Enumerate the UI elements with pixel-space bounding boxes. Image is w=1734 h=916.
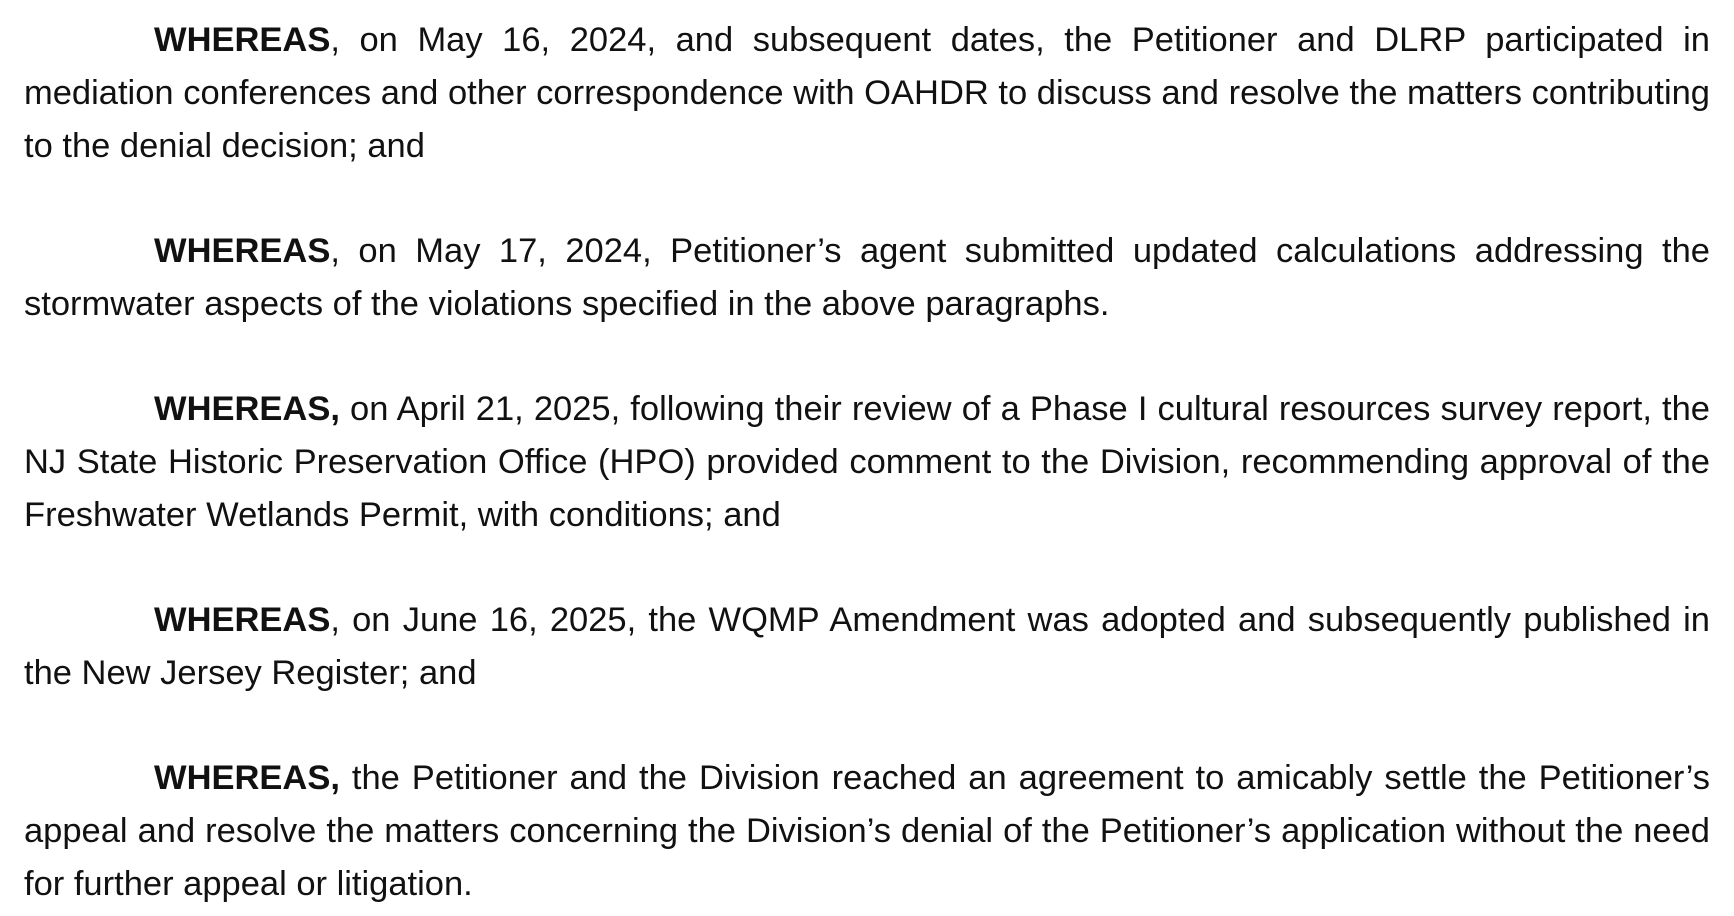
paragraph-text: the Petitioner and the Division reached an agreement to amicably settle the Petitioner’s appeal and resolve the matters concerning the Division’s denial of the Petitioner’s application without the need for further appeal or litigation. xyxy=(24,759,1710,903)
whereas-paragraph-1 xyxy=(24,14,1710,173)
paragraph-text: on April 21, 2025, following their review of a Phase I cultural resources survey report, the NJ State Historic Preservation Office (HPO) provided comment to the Division, recommending approval of the Freshwater Wetlands Permit, with conditions; and xyxy=(24,390,1710,534)
document-page xyxy=(24,14,1710,911)
whereas-lead: WHEREAS, xyxy=(154,390,340,428)
whereas-paragraph-2 xyxy=(24,225,1710,331)
whereas-paragraph-5 xyxy=(24,752,1710,911)
paragraph-text: , on May 16, 2024, and subsequent dates, the Petitioner and DLRP participated in mediation conferences and other correspondence with OAHDR to discuss and resolve the matters contributing to the denial decision; and xyxy=(24,21,1710,165)
whereas-paragraph-4 xyxy=(24,594,1710,700)
whereas-lead: WHEREAS xyxy=(154,21,331,59)
whereas-lead: WHEREAS xyxy=(154,232,331,270)
whereas-paragraph-3 xyxy=(24,383,1710,542)
whereas-lead: WHEREAS xyxy=(154,601,331,639)
whereas-lead: WHEREAS, xyxy=(154,759,340,797)
paragraph-text: , on May 17, 2024, Petitioner’s agent submitted updated calculations addressing the stormwater aspects of the violations specified in the above paragraphs. xyxy=(24,232,1710,323)
paragraph-text: , on June 16, 2025, the WQMP Amendment was adopted and subsequently published in the New Jersey Register; and xyxy=(24,601,1710,692)
